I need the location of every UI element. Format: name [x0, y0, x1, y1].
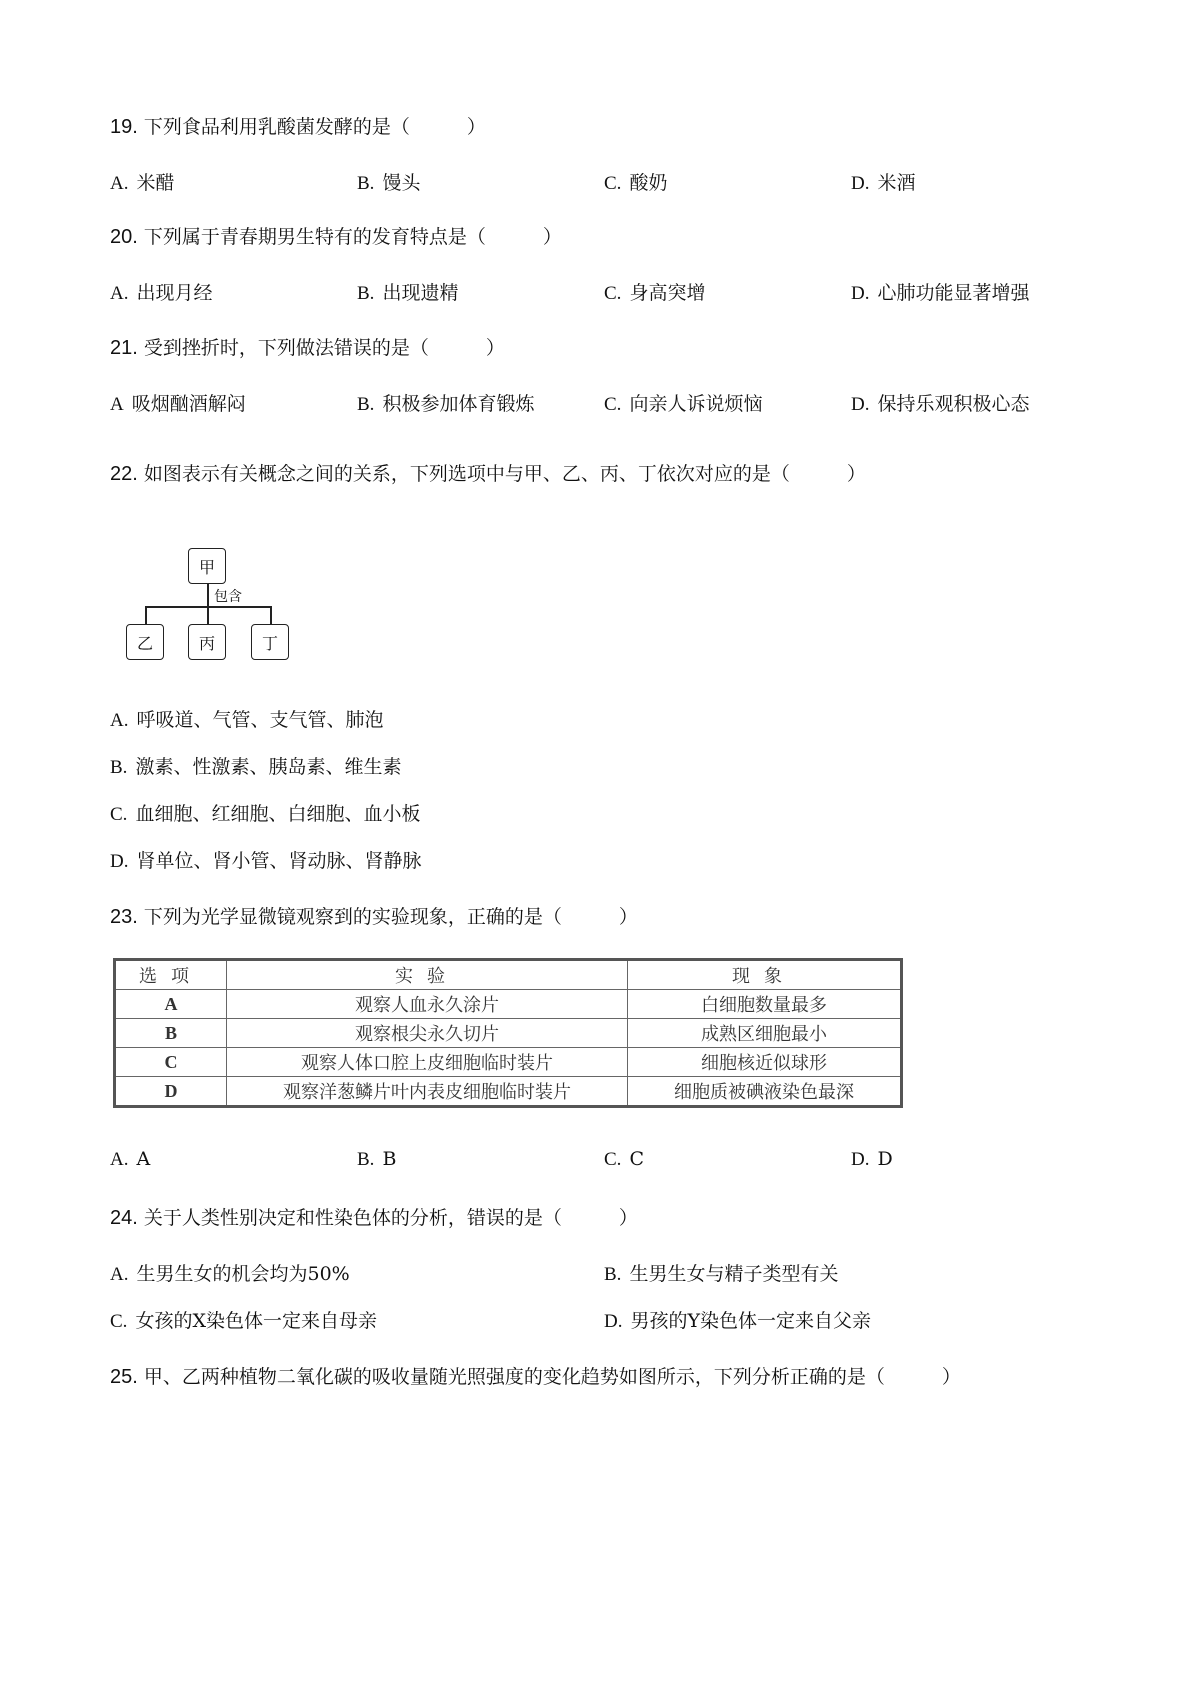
diagram-box-child: 丁: [251, 624, 289, 660]
option-text: B: [382, 1148, 397, 1170]
option-d: [851, 1148, 893, 1171]
question-text: 甲、乙两种植物二氧化碳的吸收量随光照强度的变化趋势如图所示，下列分析正确的是（ ）: [143, 1366, 961, 1388]
option-label: D.: [851, 283, 870, 304]
experiment-table: [113, 958, 903, 1108]
question-text: 下列属于青春期男生特有的发育特点是（ ）: [143, 226, 562, 248]
option-a: [110, 389, 246, 416]
table-cell: 白细胞数量最多: [628, 990, 902, 1019]
table-cell: 观察洋葱鳞片叶内表皮细胞临时装片: [227, 1077, 628, 1107]
table-header-row: [115, 960, 902, 990]
option-label: B.: [357, 173, 375, 194]
table-cell: C: [115, 1048, 227, 1077]
option-a: [110, 278, 213, 305]
question-text: 关于人类性别决定和性染色体的分析，错误的是（ ）: [143, 1207, 638, 1229]
option-label: A.: [110, 283, 129, 304]
option-text: C: [629, 1148, 644, 1170]
option-label: A.: [110, 173, 129, 194]
question-number: 23.: [110, 906, 138, 928]
option-text: 身高突增: [629, 282, 706, 304]
option-text: A: [136, 1148, 151, 1170]
option-text: D: [877, 1148, 893, 1170]
option-text: 生男生女的机会均为50%: [136, 1263, 350, 1285]
question-number: 25.: [110, 1366, 138, 1388]
option-c: [604, 278, 705, 305]
question-20: [110, 222, 562, 249]
table-cell: 观察根尖永久切片: [227, 1019, 628, 1048]
table-cell: 细胞质被碘液染色最深: [628, 1077, 902, 1107]
question-number: 20.: [110, 226, 138, 248]
option-label: D.: [851, 1149, 870, 1170]
question-21: [110, 333, 505, 360]
option-d: [851, 278, 1030, 305]
option-b: [357, 389, 534, 416]
option-text: 出现遗精: [382, 282, 459, 304]
option-c: [110, 799, 420, 826]
question-number: 21.: [110, 337, 138, 359]
table-header: 现象: [628, 960, 902, 990]
option-label: B.: [357, 283, 375, 304]
option-text: 呼吸道、气管、支气管、肺泡: [136, 709, 384, 731]
option-text: 激素、性激素、胰岛素、维生素: [135, 756, 402, 778]
option-d: [110, 846, 422, 873]
question-24: [110, 1203, 638, 1230]
option-label: A.: [110, 1264, 129, 1285]
option-b: [604, 1259, 838, 1286]
diagram-box-child: 乙: [126, 624, 164, 660]
option-label: B.: [357, 394, 375, 415]
option-b: [357, 278, 458, 305]
option-label: C.: [604, 1149, 622, 1170]
question-number: 22.: [110, 463, 138, 485]
option-label: C.: [604, 173, 622, 194]
option-text: 积极参加体育锻炼: [382, 393, 535, 415]
option-text: 向亲人诉说烦恼: [629, 393, 763, 415]
option-label: A.: [110, 1149, 129, 1170]
question-number: 19.: [110, 116, 138, 138]
option-label: B.: [110, 757, 128, 778]
table-cell: 细胞核近似球形: [628, 1048, 902, 1077]
question-text: 如图表示有关概念之间的关系，下列选项中与甲、乙、丙、丁依次对应的是（ ）: [143, 463, 866, 485]
option-label: B.: [604, 1264, 622, 1285]
option-a: [110, 1148, 150, 1171]
option-b: [357, 168, 420, 195]
option-text: 肾单位、肾小管、肾动脉、肾静脉: [136, 850, 422, 872]
question-text: 下列食品利用乳酸菌发酵的是（ ）: [143, 116, 486, 138]
option-text: 女孩的X染色体一定来自母亲: [135, 1310, 377, 1332]
option-label: D.: [110, 851, 129, 872]
diagram-box-child: 丙: [188, 624, 226, 660]
table-cell: A: [115, 990, 227, 1019]
question-text: 受到挫折时，下列做法错误的是（ ）: [143, 337, 505, 359]
option-text: 心肺功能显著增强: [877, 282, 1030, 304]
option-c: [604, 389, 762, 416]
option-label: C.: [604, 394, 622, 415]
table-cell: 成熟区细胞最小: [628, 1019, 902, 1048]
table-cell: 观察人血永久涂片: [227, 990, 628, 1019]
table-cell: B: [115, 1019, 227, 1048]
option-text: 出现月经: [136, 282, 213, 304]
table-row: [115, 1019, 902, 1048]
table-row: [115, 990, 902, 1019]
table-header: 选项: [115, 960, 227, 990]
option-c: [604, 1148, 644, 1171]
option-text: 血细胞、红细胞、白细胞、血小板: [135, 803, 421, 825]
option-label: B.: [357, 1149, 375, 1170]
diagram-relation-label: 包含: [214, 589, 242, 605]
diagram-connector: [270, 606, 272, 624]
option-b: [110, 752, 401, 779]
option-label: C.: [110, 1311, 128, 1332]
option-d: [851, 389, 1030, 416]
option-d: [604, 1306, 871, 1333]
option-d: [851, 168, 916, 195]
option-label: D.: [851, 173, 870, 194]
option-text: 男孩的Y染色体一定来自父亲: [630, 1310, 872, 1332]
option-label: D.: [851, 394, 870, 415]
table-row: [115, 1077, 902, 1107]
question-23: [110, 902, 638, 929]
option-a: [110, 1259, 350, 1286]
table-header: 实验: [227, 960, 628, 990]
option-text: 吸烟酗酒解闷: [131, 393, 246, 415]
option-text: 保持乐观积极心态: [877, 393, 1030, 415]
option-label: A.: [110, 710, 129, 731]
option-b: [357, 1148, 396, 1171]
table-cell: 观察人体口腔上皮细胞临时装片: [227, 1048, 628, 1077]
question-22: [110, 459, 866, 486]
option-label: C.: [110, 804, 128, 825]
option-c: [604, 168, 667, 195]
question-19: [110, 112, 486, 139]
diagram-connector: [207, 584, 209, 606]
diagram-connector: [145, 606, 147, 624]
table-cell: D: [115, 1077, 227, 1107]
option-a: [110, 705, 384, 732]
option-text: 米醋: [136, 172, 175, 194]
option-a: [110, 168, 175, 195]
concept-diagram: [122, 548, 302, 668]
option-text: 酸奶: [629, 172, 668, 194]
question-25: [110, 1362, 961, 1389]
option-label: D.: [604, 1311, 623, 1332]
question-text: 下列为光学显微镜观察到的实验现象，正确的是（ ）: [143, 906, 638, 928]
option-c: [110, 1306, 377, 1333]
option-text: 馒头: [382, 172, 421, 194]
diagram-connector: [207, 606, 209, 624]
table-row: [115, 1048, 902, 1077]
option-text: 米酒: [877, 172, 916, 194]
diagram-box-top: 甲: [188, 548, 226, 584]
option-label: A: [110, 394, 124, 415]
option-label: C.: [604, 283, 622, 304]
option-text: 生男生女与精子类型有关: [629, 1263, 839, 1285]
question-number: 24.: [110, 1207, 138, 1229]
